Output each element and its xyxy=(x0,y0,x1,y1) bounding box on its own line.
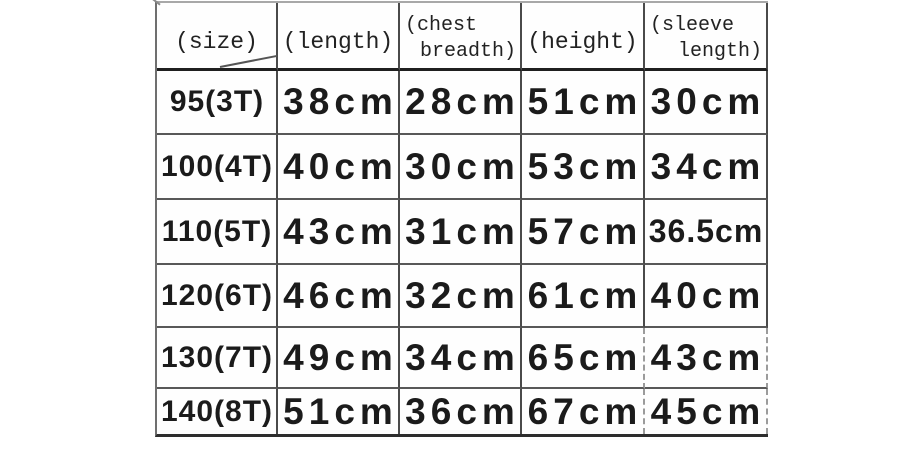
size-chart-table xyxy=(155,1,768,437)
cell-size-row1 xyxy=(157,71,278,135)
sleeve-value: 40cm xyxy=(650,274,766,316)
length-value: 43cm xyxy=(283,210,398,252)
cell-height-row1 xyxy=(522,71,645,135)
cell-sleeve-row6 xyxy=(645,389,768,434)
chest-value: 32cm xyxy=(405,274,520,316)
cell-chest-row6 xyxy=(400,389,522,434)
header-cell-sleeve-length xyxy=(645,3,768,71)
cell-size-row4 xyxy=(157,265,278,328)
chest-value: 30cm xyxy=(405,145,520,187)
cell-sleeve-row2 xyxy=(645,135,768,200)
cell-length-row5 xyxy=(278,328,400,389)
cell-size-row2 xyxy=(157,135,278,200)
sleeve-value: 36.5cm xyxy=(648,213,764,249)
cell-length-row4 xyxy=(278,265,400,328)
cell-length-row3 xyxy=(278,200,400,265)
height-value: 51cm xyxy=(527,81,643,122)
header-label-length: (length) xyxy=(282,28,394,55)
sleeve-value: 34cm xyxy=(650,145,766,187)
header-cell-size xyxy=(157,3,278,71)
cell-length-row2 xyxy=(278,135,400,200)
header-label-sleeve-line2: length) xyxy=(677,39,762,63)
height-value: 61cm xyxy=(527,274,643,316)
length-value: 51cm xyxy=(283,390,398,432)
header-label-height: (height) xyxy=(527,28,638,55)
sleeve-value: 45cm xyxy=(650,390,766,432)
cell-height-row6 xyxy=(522,389,645,434)
cell-size-row3 xyxy=(157,200,278,265)
size-value: 110(5T) xyxy=(161,214,273,248)
chest-value: 28cm xyxy=(405,81,520,122)
cell-chest-row2 xyxy=(400,135,522,200)
cell-length-row6 xyxy=(278,389,400,434)
header-label-chest-line2: breadth) xyxy=(419,39,516,63)
size-value: 95(3T) xyxy=(169,85,265,118)
cell-chest-row1 xyxy=(400,71,522,135)
cell-chest-row5 xyxy=(400,328,522,389)
height-value: 53cm xyxy=(527,145,643,187)
sleeve-value: 30cm xyxy=(650,81,766,122)
cell-size-row6 xyxy=(157,389,278,434)
size-value: 140(8T) xyxy=(160,394,274,428)
cell-length-row1 xyxy=(278,71,400,135)
cell-sleeve-row1 xyxy=(645,71,768,135)
header-label-sleeve-line1: (sleeve xyxy=(650,13,735,37)
height-value: 65cm xyxy=(527,336,643,378)
header-label-chest-line1: (chest xyxy=(405,13,478,37)
length-value: 49cm xyxy=(283,336,398,378)
cell-size-row5 xyxy=(157,328,278,389)
cell-height-row2 xyxy=(522,135,645,200)
header-cell-length xyxy=(278,3,400,71)
cell-height-row5 xyxy=(522,328,645,389)
cell-sleeve-row5 xyxy=(645,328,768,389)
size-value: 120(6T) xyxy=(160,278,274,312)
cell-sleeve-row3 xyxy=(645,200,768,265)
size-value: 100(4T) xyxy=(160,149,274,183)
cell-height-row3 xyxy=(522,200,645,265)
cell-sleeve-row4 xyxy=(645,265,768,328)
length-value: 46cm xyxy=(283,274,398,316)
cell-chest-row4 xyxy=(400,265,522,328)
cell-height-row4 xyxy=(522,265,645,328)
header-cell-chest-breadth xyxy=(400,3,522,71)
height-value: 67cm xyxy=(527,390,643,432)
header-label-size: (size) xyxy=(175,28,258,55)
chest-value: 34cm xyxy=(405,336,520,378)
size-value: 130(7T) xyxy=(160,340,274,374)
header-cell-height xyxy=(522,3,645,71)
length-value: 38cm xyxy=(283,81,398,122)
length-value: 40cm xyxy=(283,145,398,187)
sleeve-value: 43cm xyxy=(650,336,766,378)
chest-value: 31cm xyxy=(405,210,520,252)
height-value: 57cm xyxy=(527,210,643,252)
chest-value: 36cm xyxy=(405,390,520,432)
cell-chest-row3 xyxy=(400,200,522,265)
